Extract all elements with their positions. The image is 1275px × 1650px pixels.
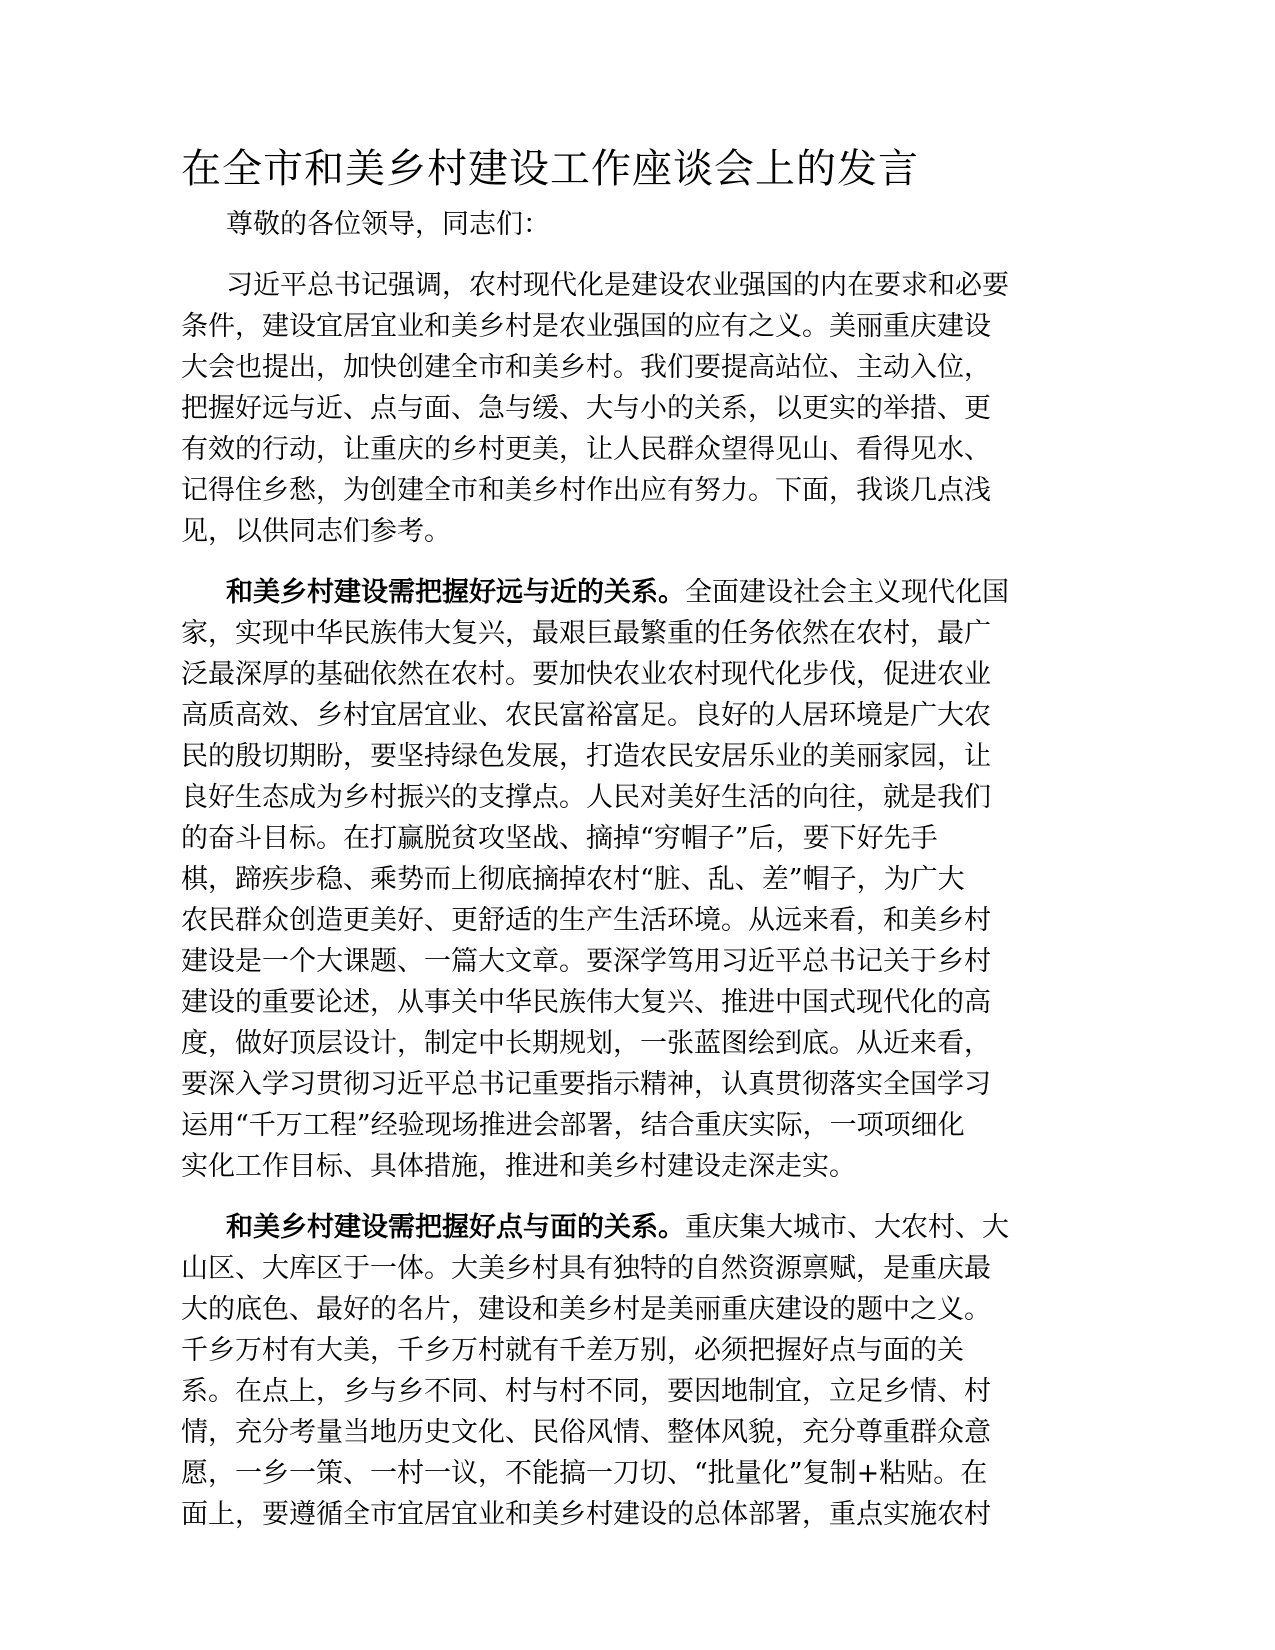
paragraph-line: 良好生态成为乡村振兴的支撑点。人民对美好生活的向往，就是我们 <box>181 782 991 813</box>
paragraph-line: 习近平总书记强调，农村现代化是建设农业强国的内在要求和必要 <box>226 270 1009 301</box>
paragraph-line: 见，以供同志们参考。 <box>181 516 451 547</box>
document-title: 在全市和美乡村建设工作座谈会上的发言 <box>181 146 919 192</box>
paragraph-line: 高质高效、乡村宜居宜业、农民富裕富足。良好的人居环境是广大农 <box>181 700 991 731</box>
paragraph-line: 的奋斗目标。在打赢脱贫攻坚战、摘掉“穷帽子”后，要下好先手 <box>181 823 938 854</box>
paragraph-line: 建设是一个大课题、一篇大文章。要深学笃用习近平总书记关于乡村 <box>181 946 991 977</box>
paragraph-line: 系。在点上，乡与乡不同、村与村不同，要因地制宜，立足乡情、村 <box>181 1376 991 1407</box>
salutation: 尊敬的各位领导，同志们： <box>226 209 550 240</box>
paragraph-line: 条件，建设宜居宜业和美乡村是农业强国的应有之义。美丽重庆建设 <box>181 311 991 342</box>
paragraph-line: 有效的行动，让重庆的乡村更美，让人民群众望得见山、看得见水、 <box>181 434 991 465</box>
paragraph-line: 民的殷切期盼，要坚持绿色发展，打造农民安居乐业的美丽家园，让 <box>181 741 991 772</box>
paragraph-line: 要深入学习贯彻习近平总书记重要指示精神，认真贯彻落实全国学习 <box>181 1069 991 1100</box>
section-heading: 和美乡村建设需把握好远与近的关系。 <box>226 577 685 608</box>
paragraph-point-surface <box>181 1207 1061 1535</box>
paragraph-intro <box>181 265 1061 552</box>
paragraph-line: 棋，蹄疾步稳、乘势而上彻底摘掉农村“脏、乱、差”帽子，为广大 <box>181 864 965 895</box>
section-heading: 和美乡村建设需把握好点与面的关系。 <box>226 1212 685 1243</box>
paragraph-line: 度，做好顶层设计，制定中长期规划，一张蓝图绘到底。从近来看， <box>181 1028 991 1059</box>
paragraph-line: 实化工作目标、具体措施，推进和美乡村建设走深走实。 <box>181 1151 856 1182</box>
paragraph-line: 情，充分考量当地历史文化、民俗风情、整体风貌，充分尊重群众意 <box>181 1417 991 1448</box>
paragraph-far-near <box>181 572 1061 1187</box>
document-page <box>181 140 1061 1555</box>
paragraph-first-line <box>181 572 1061 613</box>
paragraph-line: 大的底色、最好的名片，建设和美乡村是美丽重庆建设的题中之义。 <box>181 1294 991 1325</box>
paragraph-line: 泛最深厚的基础依然在农村。要加快农业农村现代化步伐，促进农业 <box>181 659 991 690</box>
paragraph-line: 把握好远与近、点与面、急与缓、大与小的关系，以更实的举措、更 <box>181 393 991 424</box>
paragraph-line: 面上，要遵循全市宜居宜业和美乡村建设的总体部署，重点实施农村 <box>181 1499 991 1530</box>
paragraph-line: 记得住乡愁，为创建全市和美乡村作出应有努力。下面，我谈几点浅 <box>181 475 991 506</box>
paragraph-line-rest: 全面建设社会主义现代化国 <box>685 577 1009 608</box>
paragraph-line-rest: 重庆集大城市、大农村、大 <box>685 1212 1009 1243</box>
paragraph-line: 建设的重要论述，从事关中华民族伟大复兴、推进中国式现代化的高 <box>181 987 991 1018</box>
paragraph-line: 千乡万村有大美，千乡万村就有千差万别，必须把握好点与面的关 <box>181 1335 964 1366</box>
paragraph-line: 愿，一乡一策、一村一议，不能搞一刀切、“批量化”复制+粘贴。在 <box>181 1458 988 1489</box>
paragraph-line: 运用“千万工程”经验现场推进会部署，结合重庆实际，一项项细化 <box>181 1110 965 1141</box>
paragraph-line: 家，实现中华民族伟大复兴，最艰巨最繁重的任务依然在农村，最广 <box>181 618 991 649</box>
paragraph-line: 农民群众创造更美好、更舒适的生产生活环境。从远来看，和美乡村 <box>181 905 991 936</box>
paragraph-line: 山区、大库区于一体。大美乡村具有独特的自然资源禀赋，是重庆最 <box>181 1253 991 1284</box>
paragraph-line: 大会也提出，加快创建全市和美乡村。我们要提高站位、主动入位， <box>181 352 991 383</box>
paragraph-first-line <box>181 1207 1061 1248</box>
